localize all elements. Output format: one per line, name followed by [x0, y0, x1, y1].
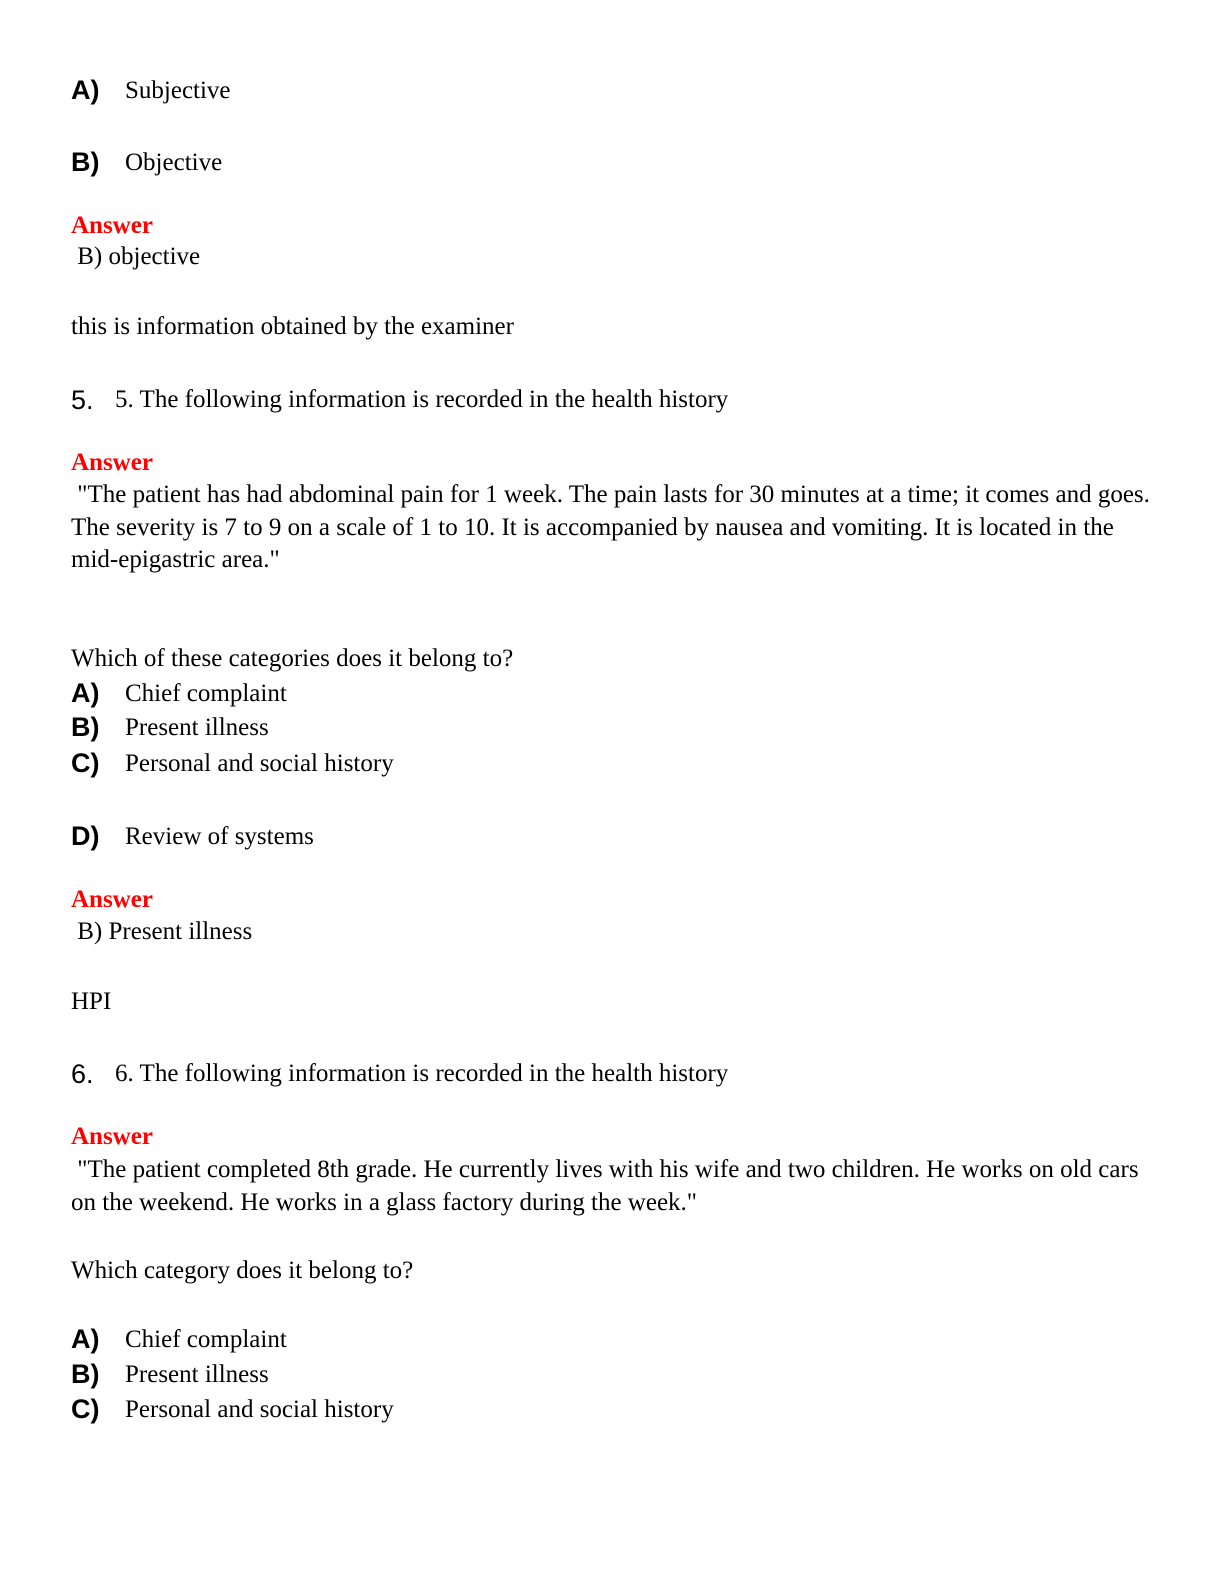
answer-text: B) objective — [71, 243, 201, 270]
option-text-d: Review of systems — [125, 823, 314, 850]
option-text-a: Subjective — [125, 77, 231, 104]
option-letter-c: C) — [71, 748, 100, 778]
explanation-text: this is information obtained by the examiner — [71, 313, 514, 340]
option-letter-a: A) — [71, 75, 100, 105]
option-letter-c: C) — [71, 1394, 100, 1424]
option-text-c: Personal and social history — [125, 750, 394, 777]
option-letter-a: A) — [71, 678, 100, 708]
option-text-a: Chief complaint — [125, 680, 287, 707]
option-text-b: Objective — [125, 149, 223, 176]
answer-label: Answer — [71, 212, 153, 239]
question-prompt: Which category does it belong to? — [71, 1257, 414, 1284]
option-letter-b: B) — [71, 712, 100, 742]
quoted-history-text: "The patient completed 8th grade. He currently lives with his wife and two children. He works on old cars on the weekend. He works in a glass factory during the week." — [71, 1156, 1145, 1216]
question-prompt: Which of these categories does it belong to? — [71, 645, 514, 672]
question-number: 5. — [71, 385, 94, 415]
option-text-a: Chief complaint — [125, 1326, 287, 1353]
question-text: 6. The following information is recorded in the health history — [115, 1060, 729, 1087]
option-letter-d: D) — [71, 821, 100, 851]
option-letter-b: B) — [71, 147, 100, 177]
question-number: 6. — [71, 1059, 94, 1089]
option-letter-b: B) — [71, 1359, 100, 1389]
answer-label: Answer — [71, 886, 153, 913]
option-text-c: Personal and social history — [125, 1396, 394, 1423]
quoted-history-text: "The patient has had abdominal pain for 1 week. The pain lasts for 30 minutes at a time; it comes and goes. The severity is 7 to 9 on a scale of 1 to 10. It is accompanied by nausea and vomiting. It is located in the mid-epigastric area." — [71, 481, 1156, 573]
option-text-b: Present illness — [125, 714, 269, 741]
option-text-b: Present illness — [125, 1361, 269, 1388]
answer-text: B) Present illness — [71, 918, 253, 945]
question-text: 5. The following information is recorded in the health history — [115, 386, 729, 413]
answer-label: Answer — [71, 449, 153, 476]
answer-label: Answer — [71, 1123, 153, 1150]
option-letter-a: A) — [71, 1324, 100, 1354]
explanation-text: HPI — [71, 988, 112, 1015]
